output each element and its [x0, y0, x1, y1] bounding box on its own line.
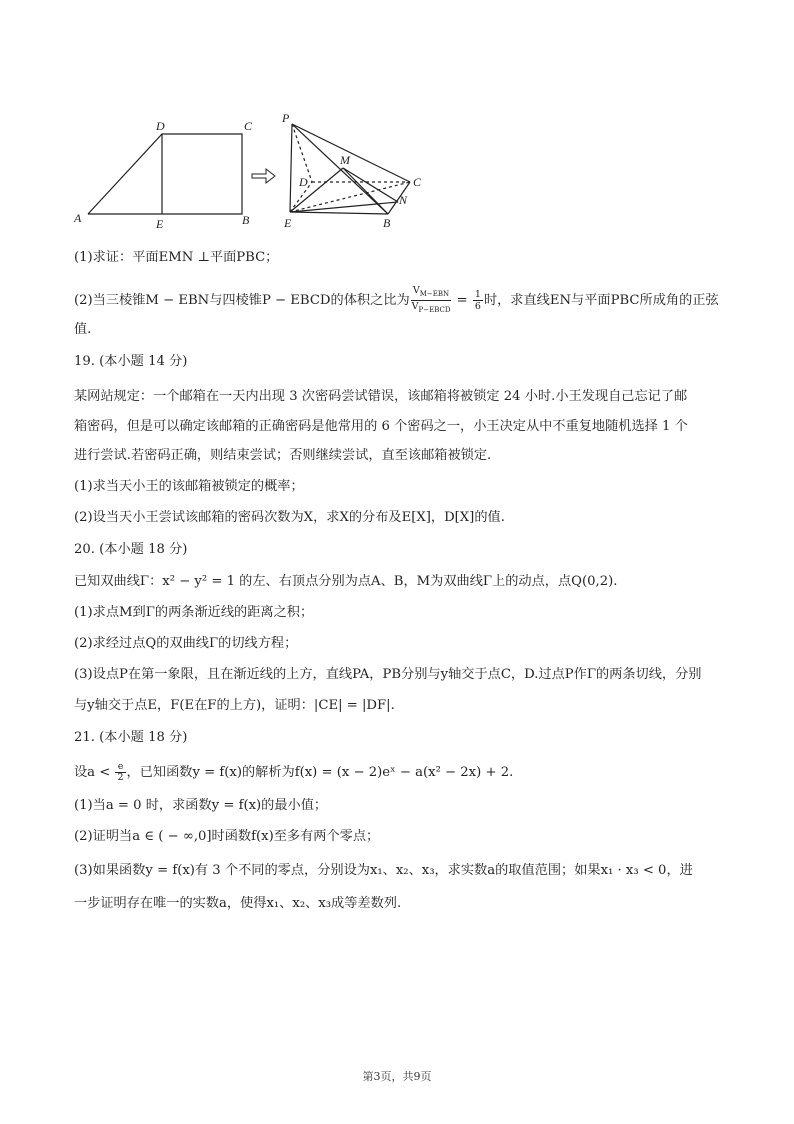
- pyramid-figure: [290, 124, 410, 214]
- q20-part1: (1)求点M到Γ的两条渐近线的距离之积；: [74, 605, 314, 620]
- frac-num-v: V: [412, 285, 420, 296]
- arrow-icon: [252, 169, 275, 183]
- q21-heading: 21. (本小题 18 分): [74, 730, 188, 745]
- ratio-num: 1: [474, 288, 481, 300]
- q18-part2-cont: 值.: [74, 322, 92, 337]
- e-over-2-fraction: [115, 762, 125, 783]
- label-e-left: E: [156, 217, 164, 231]
- volume-ratio-fraction: [411, 285, 452, 316]
- label-e-right: E: [284, 216, 292, 230]
- ratio-den: 6: [474, 300, 481, 312]
- q20-heading: 20. (本小题 18 分): [74, 542, 188, 557]
- label-m: M: [340, 153, 350, 167]
- q19-line1: 某网站规定：一个邮箱在一天内出现 3 次密码尝试错误，该邮箱将被锁定 24 小时.小王发现自己忘记了邮: [74, 389, 688, 404]
- trapezoid-outline: [88, 134, 242, 214]
- q19-part2: (2)设当天小王尝试该邮箱的密码次数为X，求X的分布及E[X]，D[X]的值.: [74, 510, 505, 525]
- q18-eq: =: [452, 292, 472, 308]
- q21-part3: (3)如果函数y = f(x)有 3 个不同的零点，分别设为x₁、x₂、x₃，求实数a的取值范围；如果x₁ · x₃ < 0，进: [74, 863, 693, 878]
- q20-part3-cont: 与y轴交于点E，F(E在F的上方)，证明：|CE| = |DF|.: [74, 698, 395, 713]
- q21-line1: [74, 762, 726, 783]
- label-b-right: B: [383, 216, 391, 230]
- q19-part1: (1)求当天小王的该邮箱被锁定的概率；: [74, 479, 304, 494]
- q18-part2-pre: (2)当三棱锥M − EBN与四棱锥P − EBCD的体积之比为: [74, 292, 410, 308]
- frac-e-den: 2: [117, 772, 124, 783]
- q19-line3: 进行尝试.若密码正确，则结束尝试；否则继续尝试，直至该邮箱被锁定.: [74, 448, 492, 463]
- q21-part3-cont: 一步证明存在唯一的实数a，使得x₁、x₂、x₃成等差数列.: [74, 896, 402, 911]
- label-c-left: C: [244, 119, 253, 133]
- frac-num-sub: M−EBN: [419, 289, 450, 298]
- label-b-left: B: [242, 213, 250, 227]
- q20-part3: (3)设点P在第一象限，且在渐近线的上方，直线PA，PB分别与y轴交于点C，D.过点P作Γ的两条切线，分别: [74, 667, 702, 682]
- label-d-right: D: [299, 175, 308, 189]
- q21-part1: (1)当a = 0 时，求函数y = f(x)的最小值；: [74, 798, 328, 813]
- label-a-left: A: [74, 211, 82, 225]
- q20-part2: (2)求经过点Q的双曲线Γ的切线方程；: [74, 636, 298, 651]
- q21-line1-post: ，已知函数y = f(x)的解析为f(x) = (x − 2)eˣ − a(x² − 2x) + 2.: [126, 765, 514, 780]
- frac-den-sub: P−EBCD: [418, 305, 451, 314]
- q19-heading: 19. (本小题 14 分): [74, 354, 188, 369]
- ratio-fraction: [473, 289, 483, 312]
- q21-line1-pre: 设a <: [74, 765, 115, 780]
- frac-den-v: V: [411, 300, 419, 312]
- q18-part1: (1)求证：平面EMN ⊥平面PBC；: [74, 250, 279, 265]
- label-n: N: [399, 193, 408, 207]
- q19-line2: 箱密码，但是可以确定该邮箱的正确密码是他常用的 6 个密码之一，小王决定从中不重复地随机选择 1 个: [74, 419, 688, 434]
- q18-part2: [74, 285, 726, 316]
- frac-e-num: e: [115, 762, 125, 773]
- label-p: P: [282, 112, 290, 125]
- q20-line1: 已知双曲线Γ：x² − y² = 1 的左、右顶点分别为点A、B，M为双曲线Γ上的动点，点Q(0,2).: [74, 574, 618, 589]
- trapezoid-figure: [88, 134, 242, 214]
- page-footer: 第3页，共9页: [362, 1070, 432, 1083]
- label-c-right: C: [413, 175, 422, 189]
- q21-part2: (2)证明当a ∈ ( − ∞,0]时函数f(x)至多有两个零点；: [74, 829, 380, 844]
- geometry-figures: [70, 112, 450, 238]
- label-d-left: D: [156, 119, 165, 133]
- q18-part2-post: 时，求直线EN与平面PBC所成角的正弦: [483, 292, 719, 308]
